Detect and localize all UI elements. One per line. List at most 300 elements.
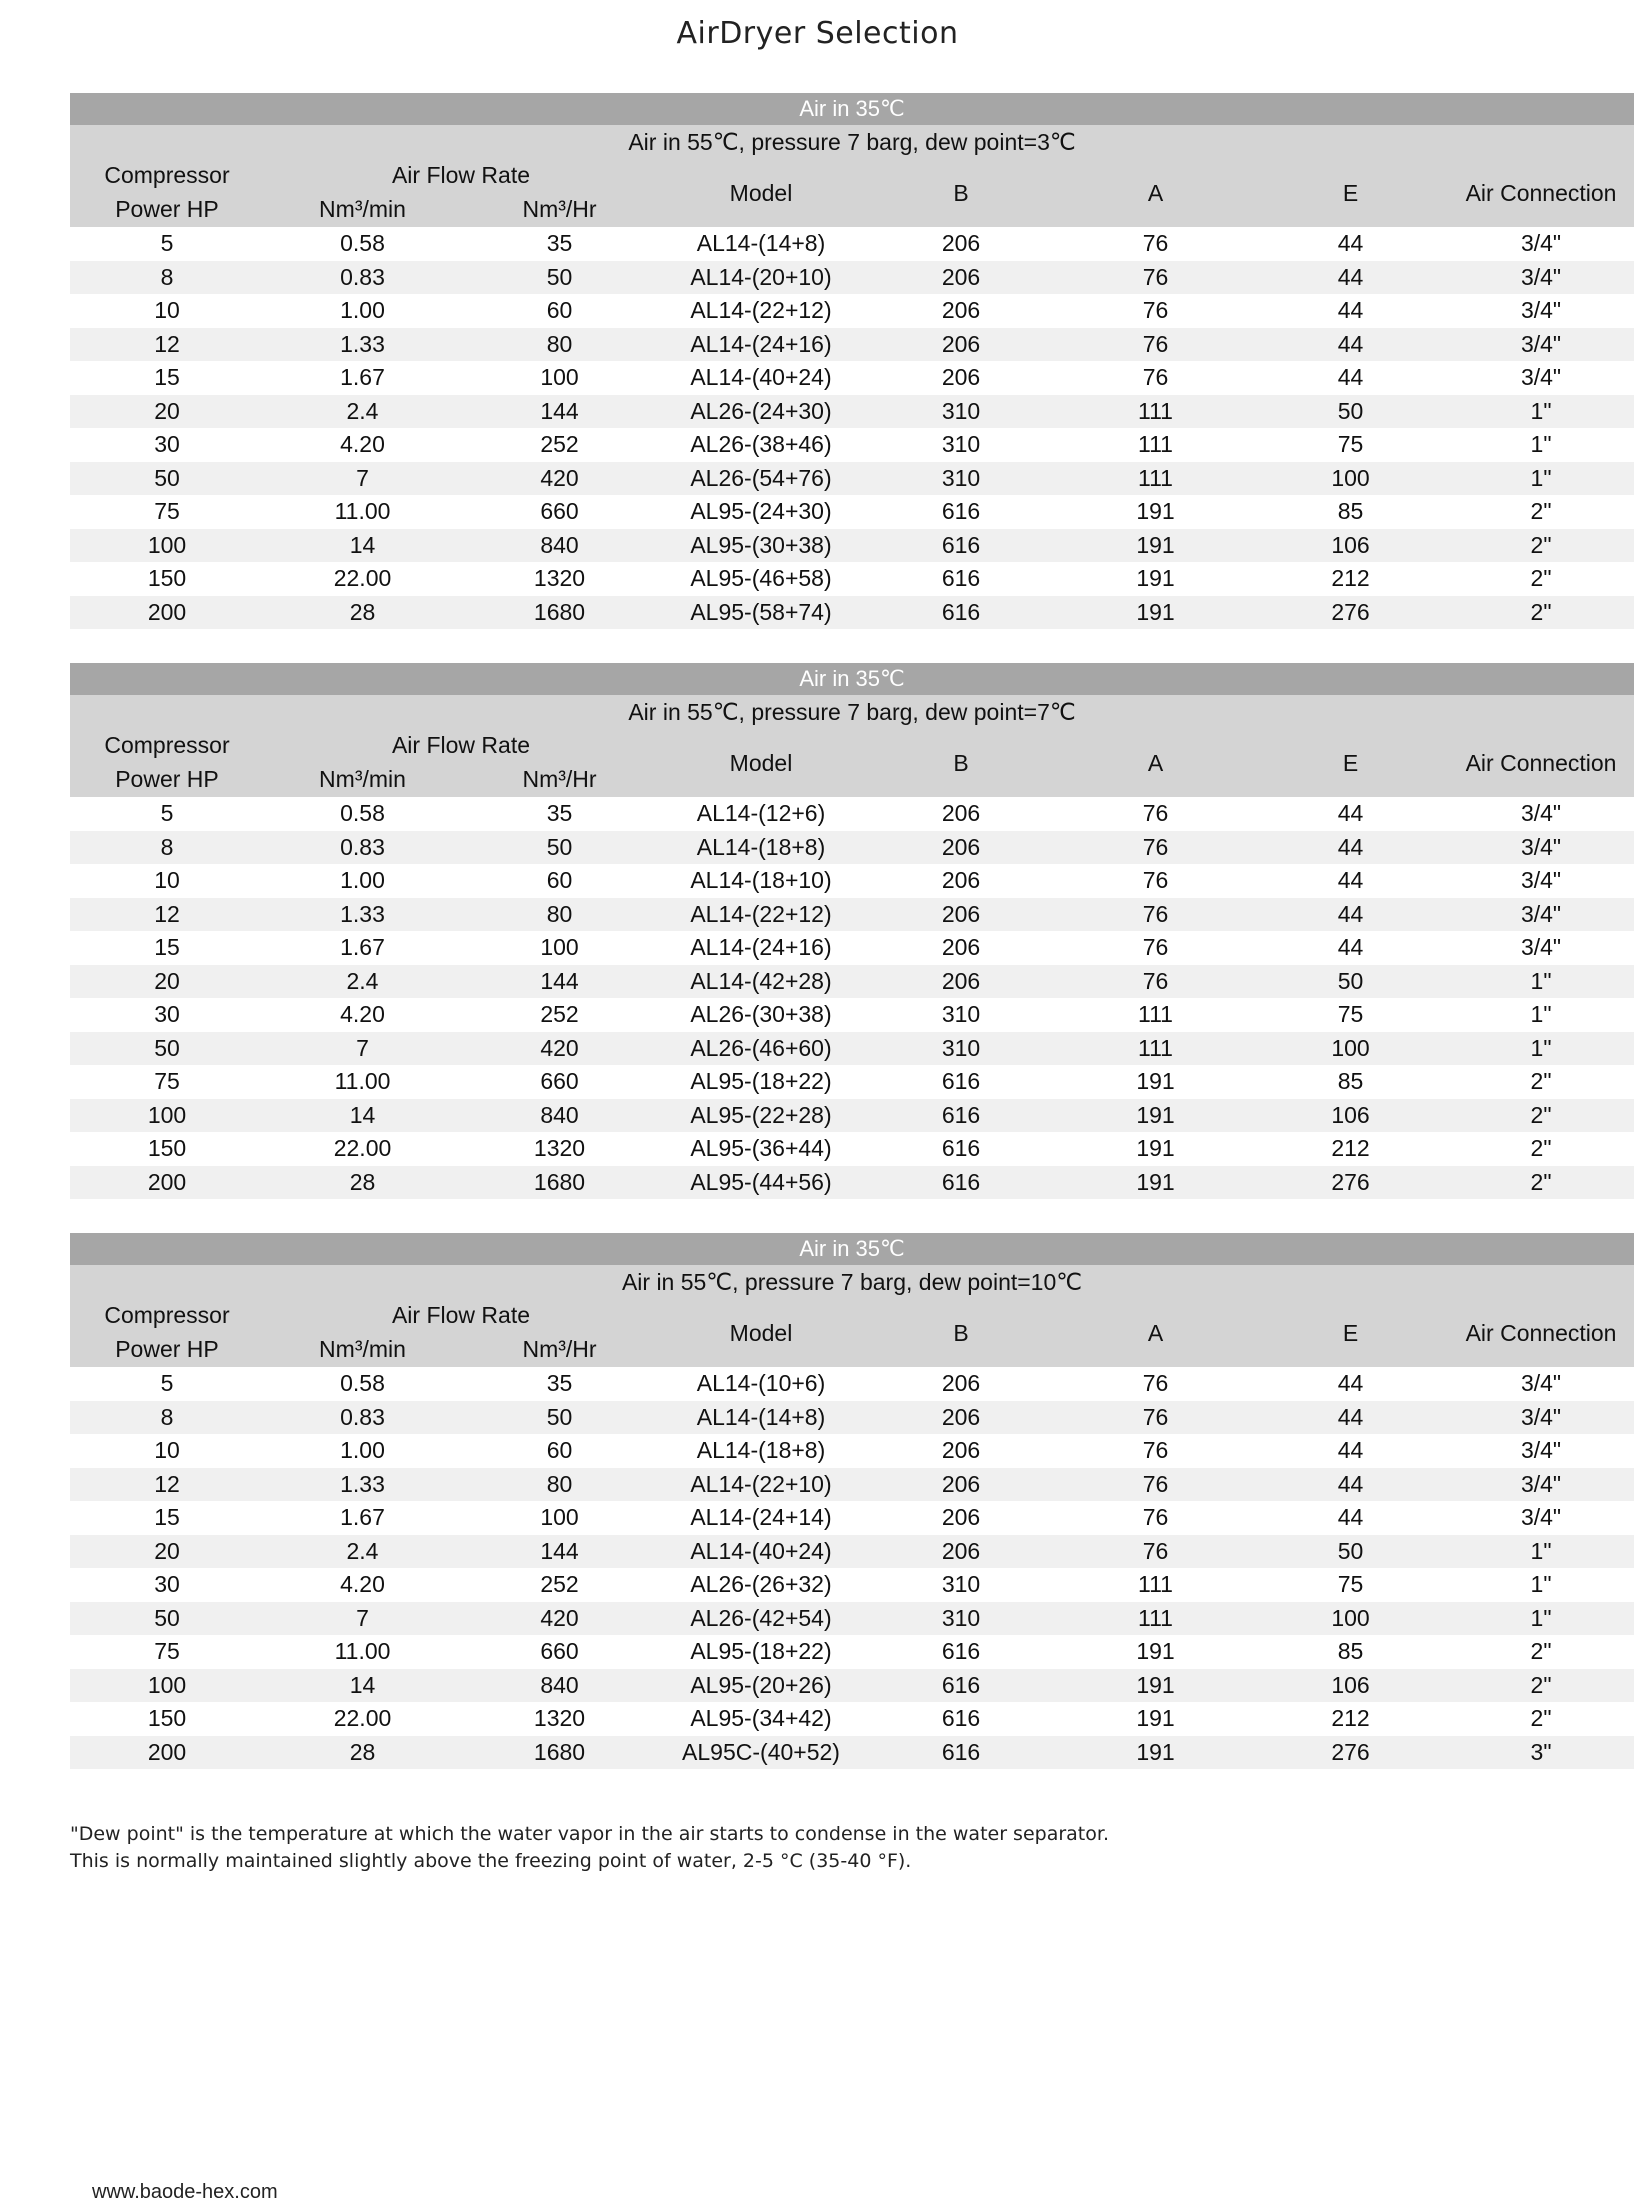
cell-power-hp: 8 (70, 831, 264, 865)
cell-nm3-min: 0.83 (264, 831, 461, 865)
cell-nm3-hr: 252 (540, 431, 579, 458)
cell-power-hp: 75 (154, 1068, 180, 1095)
table-row (70, 1501, 1634, 1535)
cell-nm3-min: 4.20 (340, 1001, 385, 1028)
cell-e: 44 (1253, 898, 1448, 932)
cell-e: 100 (1253, 1602, 1448, 1636)
cell-b: 310 (941, 431, 981, 458)
cell-nm3-hr: 80 (461, 328, 658, 362)
cell-a: 76 (1058, 1535, 1253, 1569)
header-e: E (1253, 159, 1448, 227)
cell-nm3-hr: 420 (461, 462, 658, 496)
cell-nm3-min: 14 (264, 1099, 461, 1133)
cell-power-hp: 150 (147, 565, 187, 592)
cell-b: 616 (864, 1669, 1058, 1703)
cell-model: AL95-(24+30) (690, 498, 832, 525)
cell-a: 111 (1138, 431, 1173, 458)
cell-e: 212 (1331, 1135, 1370, 1162)
cell-air-connection: 2" (1530, 1705, 1552, 1732)
cell-air-connection: 2" (1530, 498, 1552, 525)
cell-air-connection: 3/4" (1448, 898, 1634, 932)
cell-nm3-min: 2.4 (264, 395, 461, 429)
header-air-connection: Air Connection (1448, 159, 1634, 227)
table-row (70, 1367, 1634, 1401)
cell-a: 76 (1142, 230, 1169, 257)
footnote (70, 1821, 1109, 1875)
cell-nm3-hr: 144 (461, 395, 658, 429)
selection-table-block (70, 93, 1634, 629)
cell-air-connection: 3/4" (1448, 831, 1634, 865)
website-url: www.baode-hex.com (92, 2181, 278, 2203)
cell-power-hp: 10 (154, 1437, 180, 1464)
cell-nm3-min: 28 (264, 596, 461, 630)
cell-b: 206 (864, 1535, 1058, 1569)
cell-b: 206 (941, 364, 981, 391)
cell-air-connection: 2" (1530, 565, 1552, 592)
table-row (70, 1065, 1634, 1099)
cell-air-connection: 3/4" (1520, 934, 1562, 961)
cell-model: AL14-(10+6) (696, 1370, 826, 1397)
cell-power-hp: 100 (70, 1669, 264, 1703)
table-row (70, 965, 1634, 999)
cell-b: 616 (941, 1705, 981, 1732)
selection-table-block (70, 1233, 1634, 1769)
cell-nm3-hr: 50 (461, 1401, 658, 1435)
cell-e: 212 (1331, 565, 1370, 592)
cell-model: AL14-(18+8) (658, 831, 864, 865)
table-row (70, 1434, 1634, 1468)
cell-nm3-hr: 1320 (533, 1135, 586, 1162)
cell-model: AL14-(14+8) (696, 230, 826, 257)
header-compressor: Compressor (70, 159, 264, 191)
cell-e: 44 (1337, 934, 1364, 961)
header-power-hp: Power HP (70, 1331, 264, 1367)
cell-model: AL14-(40+24) (690, 364, 832, 391)
table-row (70, 1602, 1634, 1636)
cell-a: 76 (1142, 1370, 1169, 1397)
cell-air-connection: 3/4" (1520, 297, 1562, 324)
header-nm3-min: Nm³/min (264, 191, 461, 227)
cell-power-hp: 30 (154, 431, 180, 458)
table-row (70, 395, 1634, 429)
cell-air-connection: 1" (1448, 965, 1634, 999)
cell-power-hp: 10 (154, 867, 180, 894)
cell-nm3-hr: 1680 (461, 1166, 658, 1200)
cell-model: AL26-(30+38) (690, 1001, 832, 1028)
cell-nm3-min: 22.00 (333, 1135, 392, 1162)
cell-power-hp: 50 (70, 1032, 264, 1066)
cell-power-hp: 20 (70, 965, 264, 999)
header-power-hp: Power HP (70, 191, 264, 227)
header-model: Model (658, 159, 864, 227)
cell-b: 616 (941, 1638, 981, 1665)
cell-b: 206 (941, 1437, 981, 1464)
cell-e: 44 (1253, 831, 1448, 865)
cell-power-hp: 200 (70, 1736, 264, 1770)
cell-a: 76 (1058, 965, 1253, 999)
cell-nm3-hr: 80 (461, 898, 658, 932)
cell-air-connection: 1" (1530, 431, 1552, 458)
cell-b: 206 (864, 328, 1058, 362)
cell-model: AL95-(58+74) (658, 596, 864, 630)
cell-a: 191 (1058, 596, 1253, 630)
cell-e: 50 (1253, 965, 1448, 999)
header-compressor: Compressor (70, 1299, 264, 1331)
table-row (70, 462, 1634, 496)
cell-a: 76 (1058, 328, 1253, 362)
cell-air-connection: 3/4" (1520, 230, 1562, 257)
cell-b: 206 (941, 230, 981, 257)
cell-power-hp: 5 (160, 1370, 174, 1397)
cell-model: AL95-(30+38) (658, 529, 864, 563)
cell-model: AL26-(38+46) (690, 431, 832, 458)
cell-e: 106 (1253, 529, 1448, 563)
cell-model: AL26-(42+54) (658, 1602, 864, 1636)
cell-b: 616 (864, 1166, 1058, 1200)
cell-a: 191 (1136, 1638, 1175, 1665)
cell-air-connection: 3/4" (1520, 364, 1562, 391)
cell-a: 76 (1058, 1468, 1253, 1502)
cell-e: 100 (1253, 462, 1448, 496)
cell-power-hp: 200 (70, 596, 264, 630)
table-row (70, 1669, 1634, 1703)
cell-nm3-hr: 60 (546, 1437, 573, 1464)
cell-air-connection: 1" (1530, 1001, 1552, 1028)
cell-nm3-min: 28 (264, 1736, 461, 1770)
cell-power-hp: 5 (160, 800, 174, 827)
cell-air-connection: 3/4" (1448, 261, 1634, 295)
table-row (70, 998, 1634, 1032)
cell-nm3-min: 2.4 (264, 965, 461, 999)
cell-a: 191 (1136, 1068, 1175, 1095)
conditions-band: Air in 55℃, pressure 7 barg, dew point=3℃ (70, 125, 1634, 159)
cell-nm3-min: 11.00 (334, 1068, 391, 1095)
cell-model: AL26-(24+30) (658, 395, 864, 429)
header-e: E (1253, 1299, 1448, 1367)
cell-air-connection: 1" (1448, 1032, 1634, 1066)
header-nm3-min: Nm³/min (264, 1331, 461, 1367)
cell-air-connection: 2" (1530, 1135, 1552, 1162)
header-air-connection: Air Connection (1448, 1299, 1634, 1367)
cell-model: AL14-(24+16) (658, 328, 864, 362)
cell-a: 76 (1142, 297, 1169, 324)
cell-b: 616 (941, 1068, 981, 1095)
cell-a: 191 (1136, 498, 1175, 525)
cell-nm3-hr: 252 (540, 1571, 579, 1598)
cell-air-connection: 3/4" (1520, 1504, 1562, 1531)
cell-b: 206 (864, 1401, 1058, 1435)
cell-power-hp: 12 (70, 898, 264, 932)
header-air-flow-rate: Air Flow Rate (264, 729, 658, 761)
cell-power-hp: 8 (70, 1401, 264, 1435)
cell-power-hp: 30 (154, 1571, 180, 1598)
cell-e: 50 (1253, 395, 1448, 429)
header-b: B (864, 1299, 1058, 1367)
cell-nm3-min: 22.00 (333, 1705, 392, 1732)
cell-nm3-hr: 660 (540, 1068, 579, 1095)
conditions-band: Air in 55℃, pressure 7 barg, dew point=10℃ (70, 1265, 1634, 1299)
cell-b: 206 (864, 1468, 1058, 1502)
cell-a: 76 (1058, 898, 1253, 932)
cell-model: AL14-(22+10) (658, 1468, 864, 1502)
cell-nm3-hr: 1320 (533, 1705, 586, 1732)
cell-nm3-hr: 80 (461, 1468, 658, 1502)
cell-e: 85 (1337, 1068, 1364, 1095)
cell-nm3-hr: 252 (540, 1001, 579, 1028)
cell-power-hp: 5 (160, 230, 174, 257)
cell-nm3-min: 7 (264, 1032, 461, 1066)
selection-table (70, 93, 1634, 629)
header-compressor: Compressor (70, 729, 264, 761)
cell-e: 276 (1253, 1166, 1448, 1200)
table-row (70, 227, 1634, 261)
table-row (70, 831, 1634, 865)
cell-power-hp: 50 (70, 1602, 264, 1636)
cell-nm3-min: 7 (264, 462, 461, 496)
cell-e: 106 (1253, 1099, 1448, 1133)
intake-temp-band: Air in 35℃ (70, 93, 1634, 125)
cell-model: AL14-(14+8) (658, 1401, 864, 1435)
cell-a: 191 (1058, 1099, 1253, 1133)
header-nm3-min: Nm³/min (264, 761, 461, 797)
cell-air-connection: 1" (1448, 462, 1634, 496)
cell-nm3-min: 0.58 (340, 1370, 385, 1397)
cell-air-connection: 1" (1448, 395, 1634, 429)
cell-nm3-hr: 35 (546, 1370, 573, 1397)
cell-b: 310 (864, 395, 1058, 429)
cell-e: 44 (1337, 230, 1364, 257)
cell-b: 616 (864, 529, 1058, 563)
header-nm3-hr: Nm³/Hr (461, 1331, 658, 1367)
cell-e: 100 (1253, 1032, 1448, 1066)
cell-a: 111 (1058, 1602, 1253, 1636)
cell-e: 44 (1337, 1437, 1364, 1464)
cell-b: 310 (864, 462, 1058, 496)
table-row (70, 1535, 1634, 1569)
cell-nm3-hr: 840 (461, 1099, 658, 1133)
cell-air-connection: 3/4" (1448, 328, 1634, 362)
table-row (70, 562, 1634, 596)
table-row (70, 495, 1634, 529)
cell-nm3-hr: 35 (546, 230, 573, 257)
cell-power-hp: 150 (147, 1705, 187, 1732)
cell-nm3-min: 1.67 (340, 934, 385, 961)
cell-nm3-hr: 1680 (461, 596, 658, 630)
cell-e: 75 (1337, 1571, 1364, 1598)
cell-model: AL26-(54+76) (658, 462, 864, 496)
cell-nm3-hr: 660 (540, 1638, 579, 1665)
header-air-flow-rate: Air Flow Rate (264, 1299, 658, 1331)
cell-nm3-min: 11.00 (334, 498, 391, 525)
header-e: E (1253, 729, 1448, 797)
cell-e: 44 (1253, 1468, 1448, 1502)
table-row (70, 1032, 1634, 1066)
cell-e: 276 (1253, 1736, 1448, 1770)
cell-a: 76 (1142, 364, 1169, 391)
cell-e: 276 (1253, 596, 1448, 630)
cell-power-hp: 100 (70, 1099, 264, 1133)
header-model: Model (658, 1299, 864, 1367)
cell-power-hp: 50 (70, 462, 264, 496)
header-air-connection: Air Connection (1448, 729, 1634, 797)
cell-e: 44 (1337, 1504, 1364, 1531)
cell-air-connection: 2" (1448, 596, 1634, 630)
cell-e: 44 (1253, 1401, 1448, 1435)
cell-nm3-hr: 1320 (533, 565, 586, 592)
cell-b: 616 (941, 565, 981, 592)
cell-a: 111 (1058, 462, 1253, 496)
cell-nm3-hr: 35 (546, 800, 573, 827)
cell-nm3-min: 1.00 (340, 867, 385, 894)
cell-nm3-min: 1.00 (340, 297, 385, 324)
cell-nm3-hr: 840 (461, 529, 658, 563)
cell-a: 76 (1142, 1504, 1169, 1531)
cell-air-connection: 1" (1530, 1571, 1552, 1598)
cell-e: 75 (1337, 1001, 1364, 1028)
cell-nm3-min: 1.00 (340, 1437, 385, 1464)
table-row (70, 529, 1634, 563)
cell-model: AL26-(46+60) (658, 1032, 864, 1066)
cell-b: 206 (941, 867, 981, 894)
cell-e: 44 (1337, 297, 1364, 324)
cell-e: 44 (1337, 364, 1364, 391)
table-row (70, 361, 1634, 395)
cell-model: AL95-(46+58) (690, 565, 832, 592)
cell-nm3-hr: 420 (461, 1602, 658, 1636)
cell-nm3-min: 1.67 (340, 364, 385, 391)
cell-b: 616 (864, 1736, 1058, 1770)
header-a: A (1058, 1299, 1253, 1367)
cell-power-hp: 20 (70, 1535, 264, 1569)
cell-e: 85 (1337, 498, 1364, 525)
cell-model: AL14-(20+10) (658, 261, 864, 295)
cell-e: 44 (1253, 328, 1448, 362)
cell-b: 206 (941, 1370, 981, 1397)
cell-b: 206 (864, 831, 1058, 865)
cell-nm3-min: 14 (264, 529, 461, 563)
cell-b: 616 (864, 596, 1058, 630)
cell-model: AL14-(22+12) (658, 898, 864, 932)
cell-power-hp: 75 (154, 1638, 180, 1665)
cell-nm3-hr: 60 (546, 867, 573, 894)
header-model: Model (658, 729, 864, 797)
cell-power-hp: 20 (70, 395, 264, 429)
cell-e: 75 (1337, 431, 1364, 458)
cell-model: AL14-(24+14) (690, 1504, 832, 1531)
table-row (70, 1099, 1634, 1133)
table-row (70, 294, 1634, 328)
cell-nm3-min: 7 (264, 1602, 461, 1636)
cell-power-hp: 75 (154, 498, 180, 525)
cell-model: AL95-(20+26) (658, 1669, 864, 1703)
cell-model: AL95-(18+22) (690, 1068, 832, 1095)
cell-nm3-min: 22.00 (333, 565, 392, 592)
cell-power-hp: 15 (154, 364, 180, 391)
table-row (70, 596, 1634, 630)
header-power-hp: Power HP (70, 761, 264, 797)
conditions-band: Air in 55℃, pressure 7 barg, dew point=7℃ (70, 695, 1634, 729)
selection-table (70, 1233, 1634, 1769)
table-row (70, 1401, 1634, 1435)
header-a: A (1058, 159, 1253, 227)
cell-power-hp: 150 (147, 1135, 187, 1162)
cell-e: 44 (1253, 261, 1448, 295)
table-row (70, 898, 1634, 932)
cell-b: 310 (941, 1001, 981, 1028)
cell-nm3-min: 0.83 (264, 1401, 461, 1435)
table-row (70, 931, 1634, 965)
cell-model: AL14-(24+16) (690, 934, 832, 961)
header-b: B (864, 159, 1058, 227)
cell-a: 76 (1058, 831, 1253, 865)
cell-nm3-hr: 144 (461, 1535, 658, 1569)
table-row (70, 1635, 1634, 1669)
cell-power-hp: 15 (154, 1504, 180, 1531)
cell-a: 191 (1136, 1135, 1175, 1162)
cell-a: 191 (1136, 565, 1175, 592)
cell-nm3-min: 11.00 (334, 1638, 391, 1665)
table-row (70, 328, 1634, 362)
cell-model: AL95-(36+44) (690, 1135, 832, 1162)
cell-nm3-min: 0.58 (340, 230, 385, 257)
cell-model: AL14-(12+6) (696, 800, 826, 827)
cell-nm3-hr: 100 (540, 1504, 579, 1531)
cell-power-hp: 12 (70, 328, 264, 362)
footnote-line: "Dew point" is the temperature at which the water vapor in the air starts to condense in the water separator. (70, 1823, 1109, 1845)
cell-model: AL26-(26+32) (690, 1571, 832, 1598)
cell-power-hp: 12 (70, 1468, 264, 1502)
cell-a: 76 (1142, 867, 1169, 894)
cell-air-connection: 3/4" (1448, 1401, 1634, 1435)
cell-nm3-hr: 60 (546, 297, 573, 324)
header-nm3-hr: Nm³/Hr (461, 761, 658, 797)
cell-a: 191 (1058, 1166, 1253, 1200)
cell-b: 206 (864, 898, 1058, 932)
cell-nm3-hr: 100 (540, 364, 579, 391)
header-nm3-hr: Nm³/Hr (461, 191, 658, 227)
cell-b: 206 (864, 261, 1058, 295)
table-row (70, 1568, 1634, 1602)
table-row (70, 428, 1634, 462)
cell-a: 191 (1058, 1736, 1253, 1770)
cell-power-hp: 100 (70, 529, 264, 563)
cell-power-hp: 15 (154, 934, 180, 961)
cell-air-connection: 2" (1448, 1166, 1634, 1200)
table-row (70, 1166, 1634, 1200)
cell-nm3-hr: 1680 (461, 1736, 658, 1770)
cell-a: 191 (1058, 1669, 1253, 1703)
cell-air-connection: 2" (1448, 1099, 1634, 1133)
cell-b: 310 (941, 1571, 981, 1598)
cell-e: 85 (1337, 1638, 1364, 1665)
selection-table (70, 663, 1634, 1199)
cell-model: AL14-(42+28) (658, 965, 864, 999)
cell-model: AL95-(34+42) (690, 1705, 832, 1732)
page-title: AirDryer Selection (676, 16, 959, 51)
cell-a: 76 (1142, 1437, 1169, 1464)
table-row (70, 864, 1634, 898)
cell-nm3-hr: 100 (540, 934, 579, 961)
cell-air-connection: 1" (1448, 1535, 1634, 1569)
cell-air-connection: 1" (1448, 1602, 1634, 1636)
cell-nm3-hr: 50 (461, 261, 658, 295)
cell-a: 191 (1058, 529, 1253, 563)
cell-nm3-min: 1.33 (264, 1468, 461, 1502)
cell-nm3-min: 0.83 (264, 261, 461, 295)
cell-a: 76 (1058, 261, 1253, 295)
cell-e: 106 (1253, 1669, 1448, 1703)
cell-nm3-min: 4.20 (340, 431, 385, 458)
